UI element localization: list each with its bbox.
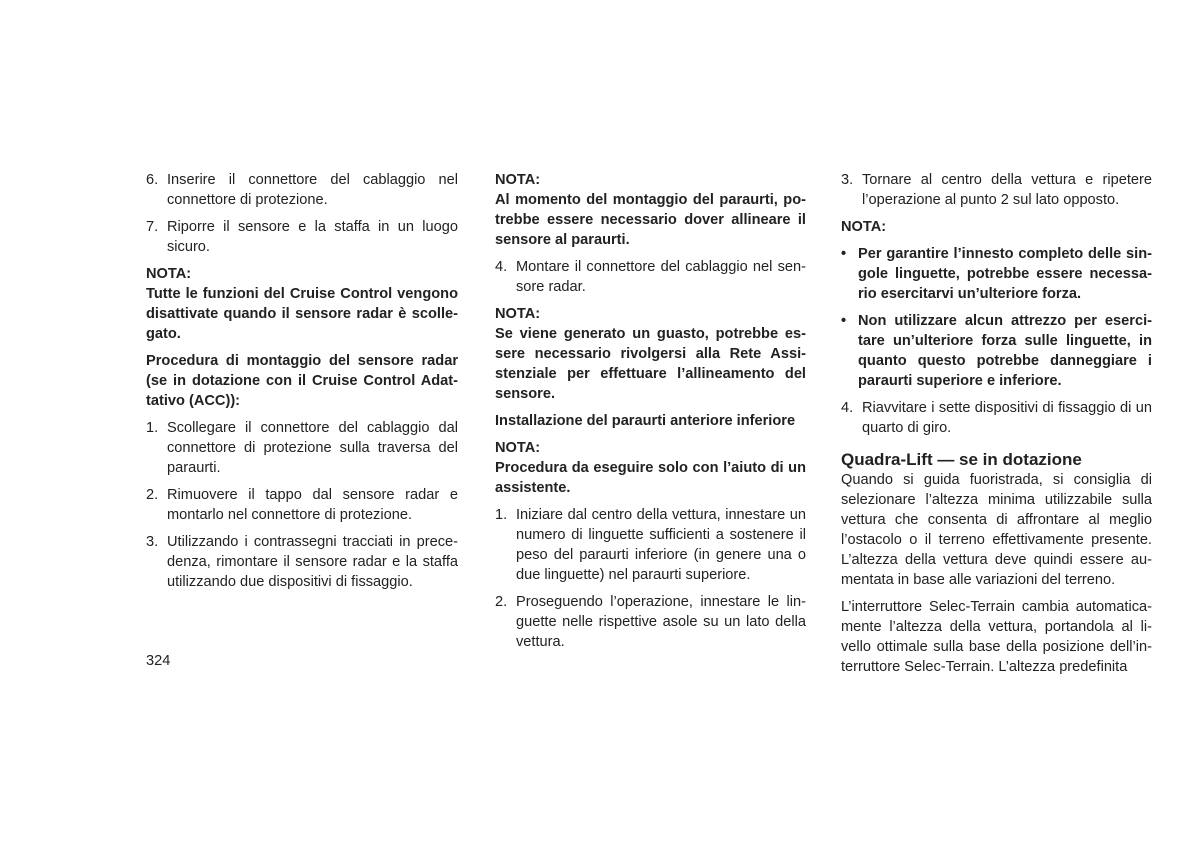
note-text: Procedura da eseguire solo con l’aiuto di un assistente. [495, 460, 806, 496]
list-text: Inserire il connettore del cablaggio nel connettore di protezione. [167, 172, 458, 208]
list-item [146, 532, 458, 592]
note-label: NOTA: [495, 306, 541, 322]
note-text: Tutte le funzioni del Cruise Control vengono disattivate quando il sensore radar è scolle-gato. [146, 286, 458, 342]
list-item [146, 170, 458, 210]
bullet-text: Non utilizzare alcun attrezzo per eserci-tare un’ulteriore forza sulle linguette, in quanto questo potrebbe danneggiare i paraurti superiore e inferiore. [858, 313, 1152, 389]
note-text: Se viene generato un guasto, potrebbe es-sere necessario rivolgersi alla Rete Assi-stenziale per effettuare l’allineamento del sensore. [495, 326, 806, 402]
note-text: Al momento del montaggio del paraurti, po-trebbe essere necessario dover allineare il sensore al paraurti. [495, 192, 806, 248]
list-item [495, 592, 806, 652]
list-item [146, 418, 458, 478]
page-number: 324 [146, 653, 171, 669]
list-number: 2. [495, 594, 508, 610]
paragraph: Quando si guida fuoristrada, si consiglia di selezionare l’altezza minima utilizzabile sulla vettura che consenta di affrontare al meglio l’ostacolo o il terreno effettivamente presente. L’altezza della vettura deve quindi essere au-mentata in base alle variazioni del terreno. [841, 472, 1152, 588]
list-text: Scollegare il connettore del cablaggio dal connettore di protezione sulla traversa del paraurti. [167, 420, 458, 476]
list-item [841, 398, 1152, 438]
list-text: Utilizzando i contrassegni tracciati in prece-denza, rimontare il sensore radar e la staffa utilizzando due dispositivi di fissaggio. [167, 534, 458, 590]
column-right [841, 170, 1152, 684]
list-number: 4. [841, 400, 854, 416]
list-text: Montare il connettore del cablaggio nel sen-sore radar. [516, 259, 806, 295]
list-text: Proseguendo l’operazione, innestare le lin-guette nelle rispettive asole su un lato della vettura. [516, 594, 806, 650]
list-number: 3. [146, 534, 159, 550]
list-number: 2. [146, 487, 159, 503]
list-item [146, 217, 458, 257]
list-item [146, 485, 458, 525]
note-label: NOTA: [841, 219, 887, 235]
column-left [146, 170, 458, 599]
list-number: 1. [495, 507, 508, 523]
list-text: Riavvitare i sette dispositivi di fissaggio di un quarto di giro. [862, 400, 1152, 436]
list-number: 6. [146, 172, 159, 188]
list-item [841, 170, 1152, 210]
note-label: NOTA: [495, 440, 541, 456]
list-text: Tornare al centro della vettura e ripetere l’operazione al punto 2 sul lato opposto. [862, 172, 1152, 208]
list-text: Rimuovere il tappo dal sensore radar e montarlo nel connettore di protezione. [167, 487, 458, 523]
paragraph: L’interruttore Selec-Terrain cambia automatica-mente l’altezza della vettura, portandola al li-vello ottimale sulla base della posizione dell’in-terruttore Selec-Terrain. L’altezza predefinita [841, 599, 1152, 675]
list-number: 4. [495, 259, 508, 275]
list-text: Riporre il sensore e la staffa in un luogo sicuro. [167, 219, 458, 255]
list-number: 3. [841, 172, 854, 188]
section-heading: Quadra-Lift — se in dotazione [841, 450, 1082, 469]
list-number: 1. [146, 420, 159, 436]
list-item [495, 505, 806, 585]
note-label: NOTA: [495, 172, 541, 188]
bullet-item [841, 244, 1152, 304]
bullet-text: Per garantire l’innesto completo delle sin-gole linguette, potrebbe essere necessa-rio esercitarvi un’ulteriore forza. [858, 246, 1152, 302]
note-label: NOTA: [146, 266, 192, 282]
procedure-heading: Procedura di montaggio del sensore radar (se in dotazione con il Cruise Control Adat-tativo (ACC)): [146, 353, 458, 409]
bullet-icon: • [841, 246, 847, 262]
list-number: 7. [146, 219, 159, 235]
bullet-item [841, 311, 1152, 391]
list-text: Iniziare dal centro della vettura, innestare un numero di linguette sufficienti a sostenere il peso del paraurti inferiore (in genere una o due linguette) nel paraurti superiore. [516, 507, 806, 583]
install-heading: Installazione del paraurti anteriore inferiore [495, 413, 796, 429]
bullet-icon: • [841, 313, 847, 329]
list-item [495, 257, 806, 297]
column-middle [495, 170, 806, 659]
